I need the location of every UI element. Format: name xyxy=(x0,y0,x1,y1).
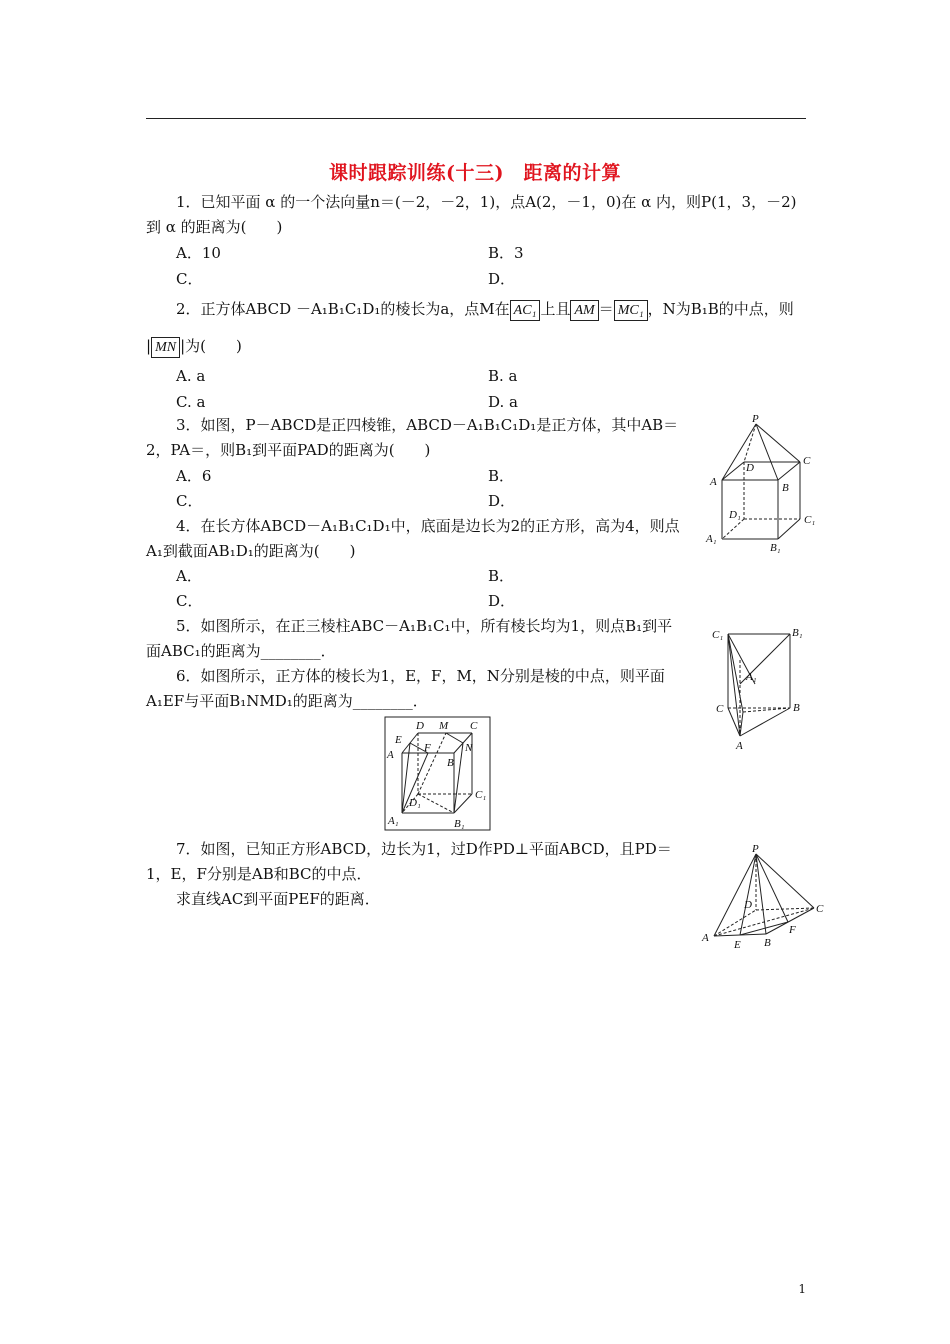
label-d: D xyxy=(746,462,754,474)
q2-eq: ＝ xyxy=(598,300,614,318)
label-f: F xyxy=(424,742,431,754)
label-a: A xyxy=(736,740,743,752)
q3-option-a: A．6 xyxy=(176,467,212,485)
q5-line2: 面ABC₁的距离为________． xyxy=(146,642,336,660)
q2-line2 xyxy=(146,336,242,358)
q3-option-b: B． xyxy=(488,467,515,485)
figure-pyramid-pefac xyxy=(700,842,832,958)
vector-mn-box: MN xyxy=(151,337,180,358)
label-c1: C₁ xyxy=(804,514,816,526)
q3-line2: 2，PA＝，则B₁到平面PAD的距离为( ) xyxy=(146,441,431,459)
label-b: B xyxy=(447,757,454,769)
page-title: 课时跟踪训练(十三) 距离的计算 xyxy=(329,162,621,184)
label-a1: A₁ xyxy=(388,815,399,827)
label-b1: B₁ xyxy=(770,542,781,554)
q5-line1: 5．如图所示，在正三棱柱ABC－A₁B₁C₁中，所有棱长均为1，则点B₁到平 xyxy=(176,617,673,635)
q2-option-c: C. a xyxy=(176,393,206,411)
q1-option-a: A．10 xyxy=(176,244,221,262)
q2-option-d: D. a xyxy=(488,393,518,411)
label-c: C xyxy=(816,903,824,915)
label-e: E xyxy=(734,939,741,951)
label-d: D xyxy=(416,720,424,732)
vector-mc1-box: MC₁ xyxy=(614,300,648,321)
label-p: P xyxy=(752,843,759,855)
label-a: A xyxy=(387,749,394,761)
q4-option-d: D． xyxy=(488,592,516,610)
label-c1: C₁ xyxy=(712,629,724,641)
q2-abs-open: | xyxy=(146,337,152,355)
q3-option-d: D． xyxy=(488,492,516,510)
q4-option-b: B． xyxy=(488,567,515,585)
label-a: A xyxy=(702,932,709,944)
label-a1: A₁ xyxy=(706,533,717,545)
q7-line3: 求直线AC到平面PEF的距离． xyxy=(176,890,380,908)
label-c: C xyxy=(803,455,811,467)
figure-pyramid-cube xyxy=(702,412,822,558)
q2-option-a: A. a xyxy=(176,367,206,385)
q2-text-1: 2．正方体ABCD －A₁B₁C₁D₁的棱长为a，点M在 xyxy=(176,300,510,318)
q6-line2: A₁EF与平面B₁NMD₁的距离为________． xyxy=(146,692,428,710)
q7-line1: 7．如图，已知正方形ABCD，边长为1，过D作PD⊥平面ABCD，且PD＝ xyxy=(176,840,672,858)
q2-option-b: B. a xyxy=(488,367,518,385)
label-d1: D₁ xyxy=(729,509,741,521)
q4-line1: 4．在长方体ABCD－A₁B₁C₁D₁中，底面是边长为2的正方形，高为4，则点 xyxy=(176,517,680,535)
header-rule xyxy=(146,118,806,119)
vector-am-box: AM xyxy=(570,300,598,321)
q2-text-3: ，N为B₁B的中点，则 xyxy=(647,300,794,318)
q2-abs-close: |为( ) xyxy=(180,337,242,355)
q4-line2: A₁到截面AB₁D₁的距离为( ) xyxy=(146,542,356,560)
label-f: F xyxy=(789,924,796,936)
q1-option-c: C． xyxy=(176,270,203,288)
q4-option-a: A． xyxy=(176,567,202,585)
label-b1: B₁ xyxy=(792,627,803,639)
figure-cube-midpoints xyxy=(384,716,492,836)
label-b: B xyxy=(782,482,789,494)
label-b1: B₁ xyxy=(454,818,465,830)
label-d1: D₁ xyxy=(409,797,421,809)
label-d: D xyxy=(744,899,752,911)
label-a: A xyxy=(710,476,717,488)
q1-line2: 到 α 的距离为( ) xyxy=(146,218,283,236)
label-m: M xyxy=(439,720,449,732)
q4-option-c: C． xyxy=(176,592,203,610)
q1-line1: 1．已知平面 α 的一个法向量n＝(－2，－2，1)，点A(2，－1，0)在 α 内，则P(1，3，－2) xyxy=(176,193,797,211)
q2-text-2: 上且 xyxy=(540,300,571,318)
label-c1: C₁ xyxy=(475,789,487,801)
label-n: N xyxy=(465,742,473,754)
q6-line1: 6．如图所示，正方体的棱长为1，E，F，M，N分别是棱的中点，则平面 xyxy=(176,667,665,685)
page-number: 1 xyxy=(798,1282,806,1296)
label-c: C xyxy=(470,720,478,732)
label-a1: A₁ xyxy=(746,671,757,683)
q2-line1 xyxy=(176,299,794,321)
figure-triangular-prism xyxy=(710,622,810,761)
label-b: B xyxy=(764,937,771,949)
q7-line2: 1，E，F分别是AB和BC的中点． xyxy=(146,865,372,883)
q3-option-c: C． xyxy=(176,492,203,510)
label-b: B xyxy=(793,702,800,714)
label-p: P xyxy=(752,413,759,425)
label-e: E xyxy=(395,734,402,746)
vector-ac1-box: AC₁ xyxy=(510,300,541,321)
q1-option-d: D． xyxy=(488,270,516,288)
q1-option-b: B．3 xyxy=(488,244,524,262)
q3-line1: 3．如图，P－ABCD是正四棱锥，ABCD－A₁B₁C₁D₁是正方体，其中AB＝ xyxy=(176,416,679,434)
label-c: C xyxy=(716,703,724,715)
